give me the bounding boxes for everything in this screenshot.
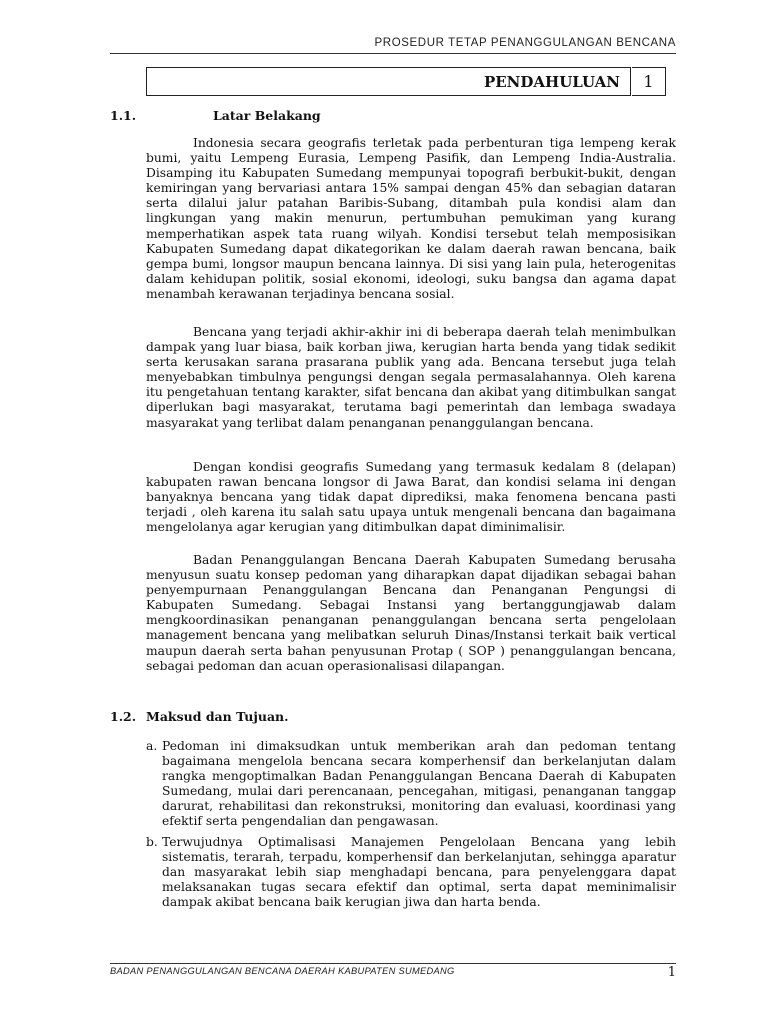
list-marker: a.: [146, 739, 158, 753]
section-title: Latar Belakang: [213, 108, 321, 123]
purpose-list: [146, 739, 676, 830]
list-item-text: Terwujudnya Optimalisasi Manajemen Pengelolaan Bencana yang lebih sistematis, terarah, terpadu, komperhensif dan berkelanjutan, sehingga aparatur dan masyarakat lebih siap menghadapi bencana, para penyelenggara dapat melaksanakan tugas secara efektif dan optimal, serta dapat meminimalisir dampak akibat bencana baik kerugian jiwa dan harta benda.: [162, 835, 676, 910]
section-number: 1.1.: [110, 108, 137, 123]
list-item: [146, 739, 676, 830]
header-rule: [110, 53, 676, 54]
footer-rule: [110, 963, 676, 964]
paragraph: Bencana yang terjadi akhir-akhir ini di beberapa daerah telah menimbulkan dampak yang luar biasa, baik korban jiwa, kerugian harta benda yang tidak sedikit serta kerusakan sarana prasarana publik yang ada. Bencana tersebut juga telah menyebabkan timbulnya pengungsi dengan segala permasalahannya. Oleh karena itu pengetahuan tentang karakter, sifat bencana dan akibat yang ditimbulkan sangat diperlukan bagi masyarakat, terutama bagi pemerintah dan lembaga swadaya masyarakat yang terlibat dalam penanganan penanggulangan bencana.: [146, 325, 676, 430]
chapter-title-box: [146, 67, 631, 96]
list-item: [146, 835, 676, 910]
paragraph: Indonesia secara geografis terletak pada perbenturan tiga lempeng kerak bumi, yaitu Lempeng Eurasia, Lempeng Pasifik, dan Lempeng India-Australia. Disamping itu Kabupaten Sumedang mempunyai topografi berbukit-bukit, dengan kemiringan yang bervariasi antara 15% sampai dengan 45% dan sebagian dataran serta dilalui jalur patahan Baribis-Subang, ditambah pula kondisi alam dan lingkungan yang makin menurun, pertumbuhan pemukiman yang kurang memperhatikan aspek tata ruang wilyah. Kondisi tersebut telah memposisikan Kabupaten Sumedang dapat dikategorikan ke dalam daerah rawan bencana, baik gempa bumi, longsor maupun bencana lainnya. Di sisi yang lain pula, heterogenitas dalam kehidupan politik, sosial ekonomi, ideologi, suku bangsa dan agama dapat menambah kerawanan terjadinya bencana sosial.: [146, 136, 676, 301]
list-item-text: Pedoman ini dimaksudkan untuk memberikan arah dan pedoman tentang bagaimana mengelola bencana secara komperhensif dan berkelanjutan dalam rangka mengoptimalkan Badan Penanggulangan Bencana Daerah di Kabupaten Sumedang, mulai dari perencanaan, pencegahan, mitigasi, penanganan tanggap darurat, rehabilitasi dan rekonstruksi, monitoring dan evaluasi, koordinasi yang efektif serta pengendalian dan pengawasan.: [162, 739, 676, 829]
page-number: 1: [667, 965, 676, 980]
list-marker: b.: [146, 835, 158, 849]
chapter-number: 1: [632, 67, 666, 96]
section-number: 1.2.: [110, 709, 137, 724]
purpose-list: [146, 835, 676, 910]
section-title: Maksud dan Tujuan.: [146, 709, 289, 724]
running-footer: BADAN PENANGGULANGAN BENCANA DAERAH KABUPATEN SUMEDANG: [110, 966, 455, 976]
chapter-title: PENDAHULUAN: [483, 73, 620, 91]
paragraph: Badan Penanggulangan Bencana Daerah Kabupaten Sumedang berusaha menyusun suatu konsep pedoman yang diharapkan dapat dijadikan sebagai bahan penyempurnaan Penanggulangan Bencana dan Penanganan Pengungsi di Kabupaten Sumedang. Sebagai Instansi yang bertanggungjawab dalam mengkoordinasikan penanganan penanggulangan bencana serta pengelolaan management bencana yang melibatkan seluruh Dinas/Instansi terkait baik vertical maupun daerah serta bahan penyusunan Protap ( SOP ) penanggulangan bencana, sebagai pedoman dan acuan operasionalisasi dilapangan.: [146, 553, 676, 673]
running-header: PROSEDUR TETAP PENANGGULANGAN BENCANA: [374, 37, 676, 49]
paragraph: Dengan kondisi geografis Sumedang yang termasuk kedalam 8 (delapan) kabupaten rawan bencana longsor di Jawa Barat, dan kondisi selama ini dengan banyaknya bencana yang tidak dapat diprediksi, maka fenomena bencana pasti terjadi , oleh karena itu salah satu upaya untuk mengenali bencana dan bagaimana mengelolanya agar kerugian yang ditimbulkan dapat diminimalisir.: [146, 460, 676, 535]
